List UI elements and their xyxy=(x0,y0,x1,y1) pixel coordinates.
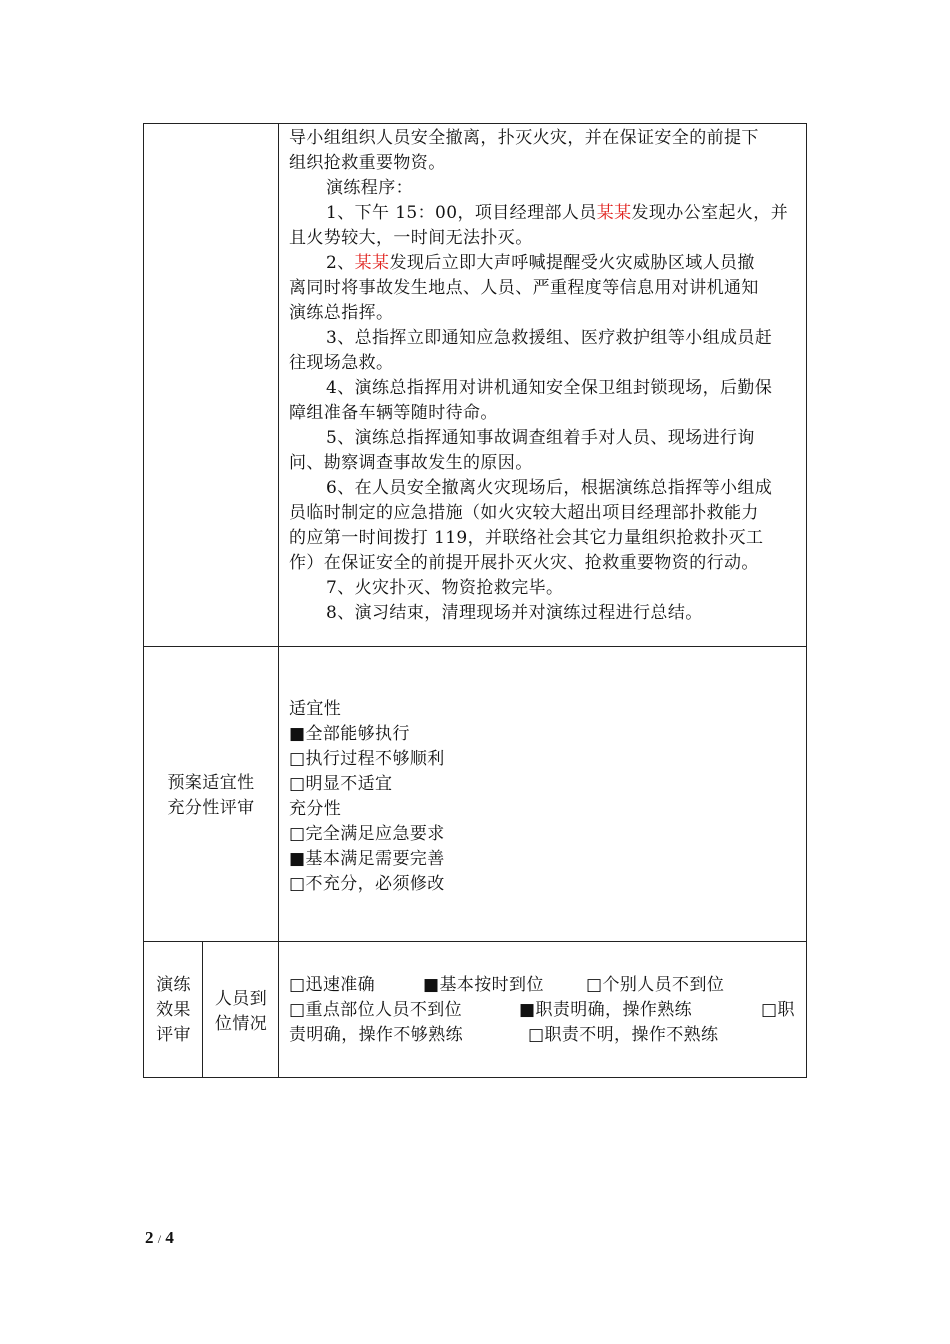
checkbox-option-checked: ■基本满足需要完善 xyxy=(289,849,445,869)
step-2-line xyxy=(326,251,755,276)
page-total: 4 xyxy=(165,1228,174,1247)
checkbox-option: □职 xyxy=(761,1000,795,1020)
page-number xyxy=(145,1228,174,1248)
checkbox-option: □完全满足应急要求 xyxy=(289,824,445,844)
step-1-text-a: 1、下午 15：00，项目经理部人员 xyxy=(326,203,597,223)
procedure-heading: 演练程序： xyxy=(326,178,413,198)
step-8-line: 8、演习结束，清理现场并对演练过程进行总结。 xyxy=(326,603,703,623)
step-1-line xyxy=(326,201,788,226)
highlighted-name: 某某 xyxy=(596,203,632,223)
row-divider-2 xyxy=(143,941,807,942)
checkbox-option: □职责不明，操作不熟练 xyxy=(528,1025,719,1045)
table-top-border xyxy=(143,123,807,124)
effect-label-line1: 演练 xyxy=(156,975,191,995)
suitability-heading: 适宜性 xyxy=(289,699,342,719)
checkbox-option-checked: ■全部能够执行 xyxy=(289,724,410,744)
checkbox-option: □个别人员不到位 xyxy=(586,975,725,995)
effect-label-line3: 评审 xyxy=(156,1025,191,1045)
table-right-border xyxy=(806,123,807,1078)
table-bottom-border xyxy=(143,1077,807,1078)
step-7-line: 7、火灾扑灭、物资抢救完毕。 xyxy=(326,578,564,598)
sub-label-divider xyxy=(202,941,203,1078)
text-line: 且火势较大，一时间无法扑灭。 xyxy=(289,228,533,248)
adequacy-heading: 充分性 xyxy=(289,799,342,819)
step-2-number: 2、 xyxy=(326,253,355,273)
suitability-label-line1: 预案适宜性 xyxy=(167,773,255,793)
checkbox-option: □重点部位人员不到位 xyxy=(289,1000,463,1020)
effect-label-line2: 效果 xyxy=(156,1000,191,1020)
step-2-text: 发现后立即大声呼喊提醒受火灾威胁区域人员撤 xyxy=(389,253,755,273)
text-line: 员临时制定的应急措施（如火灾较大超出项目经理部扑救能力 xyxy=(289,503,759,523)
step-6-line: 6、在人员安全撤离火灾现场后，根据演练总指挥等小组成 xyxy=(326,478,773,498)
checkbox-option: □迅速准确 xyxy=(289,975,376,995)
text-line: 导小组组织人员安全撤离，扑灭火灾，并在保证安全的前提下 xyxy=(289,128,759,148)
label-column-divider xyxy=(278,123,279,1078)
text-line: 问、勘察调查事故发生的原因。 xyxy=(289,453,533,473)
page-current: 2 xyxy=(145,1228,154,1247)
highlighted-name: 某某 xyxy=(354,253,390,273)
text-line: 组织抢救重要物资。 xyxy=(289,153,446,173)
suitability-label-line2: 充分性评审 xyxy=(167,798,255,818)
text-line: 作）在保证安全的前提开展扑灭火灾、抢救重要物资的行动。 xyxy=(289,553,759,573)
personnel-label-line2: 位情况 xyxy=(214,1014,268,1034)
text-line: 演练总指挥。 xyxy=(289,303,394,323)
checkbox-option: □不充分，必须修改 xyxy=(289,874,445,894)
checkbox-option-checked: ■职责明确，操作熟练 xyxy=(519,1000,693,1020)
checkbox-option: □执行过程不够顺利 xyxy=(289,749,445,769)
table-left-border xyxy=(143,123,144,1078)
checkbox-option-checked: ■基本按时到位 xyxy=(423,975,544,995)
text-line: 往现场急救。 xyxy=(289,353,394,373)
step-5-line: 5、演练总指挥通知事故调查组着手对人员、现场进行询 xyxy=(326,428,755,448)
row-divider-1 xyxy=(143,646,807,647)
checkbox-option-continued: 责明确，操作不够熟练 xyxy=(289,1025,463,1045)
text-line: 离同时将事故发生地点、人员、严重程度等信息用对讲机通知 xyxy=(289,278,759,298)
text-line: 的应第一时间拨打 119，并联络社会其它力量组织抢救扑灭工 xyxy=(289,528,764,548)
step-1-text-b: 发现办公室起火，并 xyxy=(631,203,789,223)
text-line: 障组准备车辆等随时待命。 xyxy=(289,403,498,423)
page-separator: / xyxy=(157,1232,162,1246)
step-3-line: 3、总指挥立即通知应急救援组、医疗救护组等小组成员赶 xyxy=(326,328,773,348)
checkbox-option: □明显不适宜 xyxy=(289,774,393,794)
step-4-line: 4、演练总指挥用对讲机通知安全保卫组封锁现场，后勤保 xyxy=(326,378,773,398)
personnel-label-line1: 人员到 xyxy=(214,989,268,1009)
